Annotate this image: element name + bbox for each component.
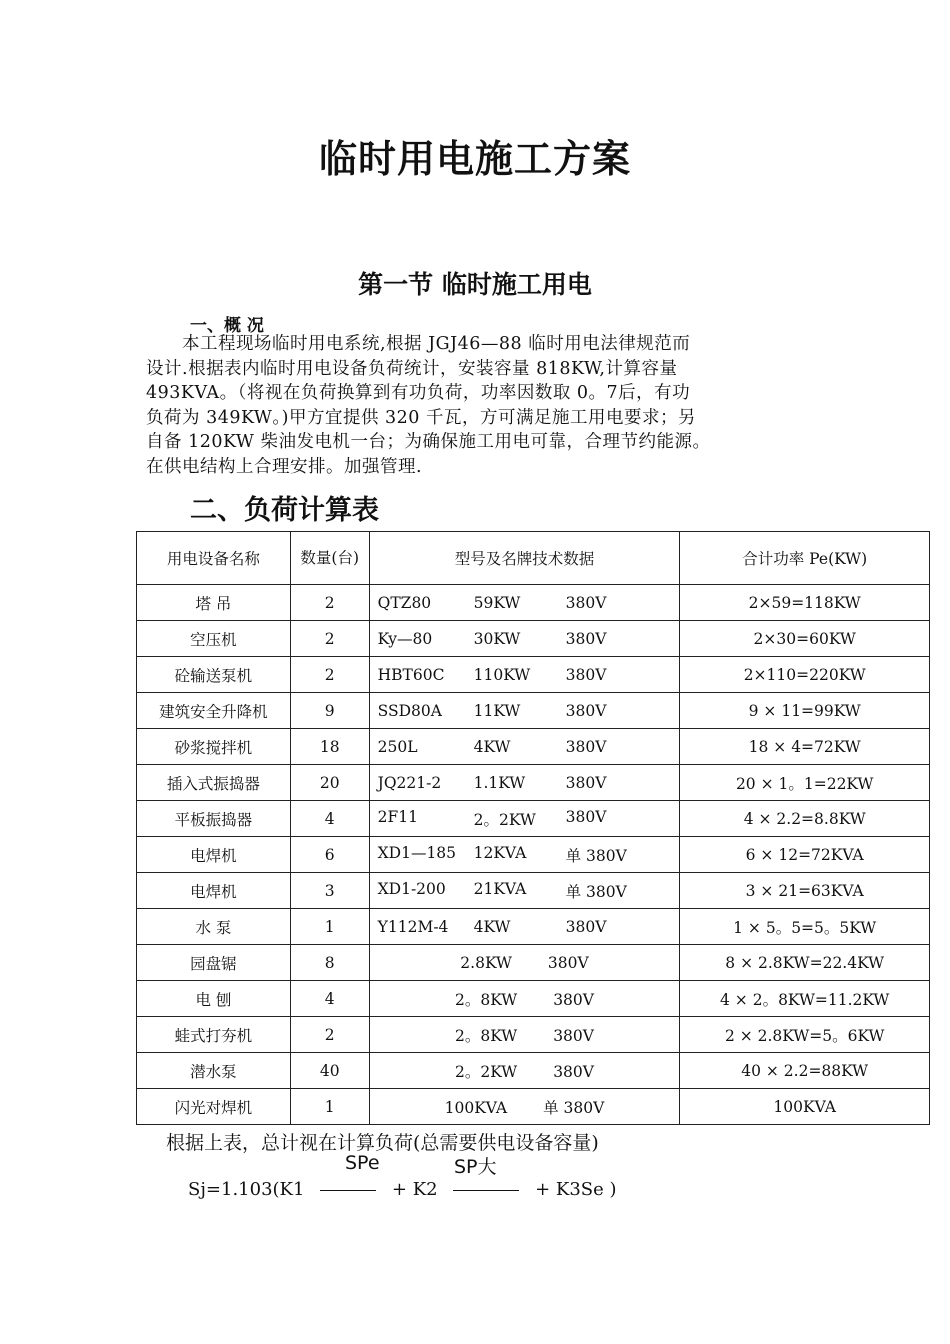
spec-voltage: 380V xyxy=(553,1062,594,1081)
cell-quantity: 40 xyxy=(290,1053,369,1089)
table-row xyxy=(137,837,930,873)
cell-spec xyxy=(369,837,680,873)
spec-voltage: 380V xyxy=(553,1026,594,1045)
cell-total-power: 8 × 2.8KW=22.4KW xyxy=(680,945,930,981)
cell-equipment-name: 水 泵 xyxy=(137,909,291,945)
cell-total-power: 2×110=220KW xyxy=(680,657,930,693)
cell-equipment-name: 闪光对焊机 xyxy=(137,1089,291,1125)
spec-model: Ky—80 xyxy=(377,629,433,648)
cell-quantity: 2 xyxy=(290,657,369,693)
cell-quantity: 1 xyxy=(290,909,369,945)
cell-total-power: 4 × 2。8KW=11.2KW xyxy=(680,981,930,1017)
spec-power: 4KW xyxy=(473,737,511,756)
fraction-bar xyxy=(453,1190,519,1191)
table-row xyxy=(137,909,930,945)
spec-power: 11KW xyxy=(473,701,521,720)
cell-quantity: 9 xyxy=(290,693,369,729)
spec-model: SSD80A xyxy=(377,701,442,720)
spec-model: 2F11 xyxy=(377,807,418,826)
spec-power: 2。2KW xyxy=(473,810,536,829)
spec-model: HBT60C xyxy=(377,665,445,684)
spec-power: 2.8KW xyxy=(460,953,512,972)
cell-equipment-name: 潜水泵 xyxy=(137,1053,291,1089)
formula-mid: + K2 xyxy=(391,1179,438,1200)
spec-voltage: 380V xyxy=(565,737,607,756)
load-formula xyxy=(188,1152,688,1212)
cell-spec xyxy=(369,729,680,765)
cell-quantity: 2 xyxy=(290,1017,369,1053)
cell-spec xyxy=(369,981,680,1017)
formula-prefix: Sj=1.103(K1 xyxy=(188,1179,305,1200)
section-title: 第一节 临时施工用电 xyxy=(358,270,592,299)
spec-voltage: 380V xyxy=(565,629,607,648)
load-calculation-table xyxy=(136,531,930,1125)
cell-total-power: 20 × 1。1=22KW xyxy=(680,765,930,801)
spec-voltage: 单 380V xyxy=(565,846,627,865)
header-spec: 型号及名牌技术数据 xyxy=(369,532,680,585)
spec-power: 59KW xyxy=(473,593,521,612)
cell-spec xyxy=(369,621,680,657)
spec-model: Y112M-4 xyxy=(377,917,449,936)
table-row xyxy=(137,1089,930,1125)
spec-voltage: 380V xyxy=(565,665,607,684)
spec-power: 100KVA xyxy=(444,1098,508,1117)
spec-power: 30KW xyxy=(473,629,521,648)
paragraph-line: 自备 120KW 柴油发电机一台；为确保施工用电可靠，合理节约能源。 xyxy=(146,432,711,452)
table-row xyxy=(137,1053,930,1089)
spec-power: 21KVA xyxy=(473,879,527,898)
spec-power: 4KW xyxy=(473,917,511,936)
paragraph-line: 在供电结构上合理安排。加强管理. xyxy=(146,456,423,477)
paragraph-line: 设计.根据表内临时用电设备负荷统计，安装容量 818KW,计算容量 xyxy=(146,358,678,379)
spec-voltage: 380V xyxy=(553,990,594,1009)
paragraph-line: 493KVA。（将视在负荷换算到有功负荷，功率因数取 0。7后，有功 xyxy=(146,383,691,403)
formula-line xyxy=(188,1179,617,1200)
cell-spec xyxy=(369,1017,680,1053)
cell-quantity: 8 xyxy=(290,945,369,981)
cell-spec xyxy=(369,873,680,909)
spec-voltage: 380V xyxy=(565,701,607,720)
spec-power: 2。8KW xyxy=(455,1026,518,1045)
cell-quantity: 4 xyxy=(290,801,369,837)
table-row xyxy=(137,729,930,765)
cell-equipment-name: 蛙式打夯机 xyxy=(137,1017,291,1053)
spec-power: 2。8KW xyxy=(455,990,518,1009)
spec-model: XD1—185 xyxy=(377,843,457,862)
spec-model: XD1-200 xyxy=(377,879,446,898)
cell-spec xyxy=(369,693,680,729)
table-row xyxy=(137,1017,930,1053)
spec-model: JQ221-2 xyxy=(377,773,442,792)
cell-equipment-name: 电焊机 xyxy=(137,873,291,909)
cell-total-power: 40 × 2.2=88KW xyxy=(680,1053,930,1089)
cell-total-power: 2×30=60KW xyxy=(680,621,930,657)
cell-total-power: 2×59=118KW xyxy=(680,585,930,621)
cell-equipment-name: 塔 吊 xyxy=(137,585,291,621)
cell-equipment-name: 电 刨 xyxy=(137,981,291,1017)
cell-equipment-name: 砂浆搅拌机 xyxy=(137,729,291,765)
table-row xyxy=(137,981,930,1017)
cell-quantity: 2 xyxy=(290,621,369,657)
table-row xyxy=(137,873,930,909)
spec-voltage: 380V xyxy=(565,773,607,792)
header-total-power: 合计功率 Pe(KW) xyxy=(680,532,930,585)
cell-total-power: 100KVA xyxy=(680,1089,930,1125)
table-header-row xyxy=(137,532,930,585)
cell-spec xyxy=(369,1089,680,1125)
spec-power: 1.1KW xyxy=(473,773,526,792)
header-quantity: 数量(台) xyxy=(290,532,369,585)
cell-total-power: 6 × 12=72KVA xyxy=(680,837,930,873)
cell-quantity: 20 xyxy=(290,765,369,801)
overview-paragraph xyxy=(146,332,816,479)
summary-text: 根据上表，总计视在计算负荷(总需要供电设备容量) xyxy=(166,1132,599,1154)
cell-spec xyxy=(369,1053,680,1089)
cell-equipment-name: 空压机 xyxy=(137,621,291,657)
spec-voltage: 单 380V xyxy=(543,1098,605,1117)
document-title: 临时用电施工方案 xyxy=(318,137,631,181)
cell-spec xyxy=(369,657,680,693)
cell-total-power: 2 × 2.8KW=5。6KW xyxy=(680,1017,930,1053)
load-table-heading: 二、负荷计算表 xyxy=(190,495,379,526)
table-row xyxy=(137,621,930,657)
spec-voltage: 380V xyxy=(565,917,607,936)
spec-voltage: 380V xyxy=(565,593,607,612)
header-equipment-name: 用电设备名称 xyxy=(137,532,291,585)
cell-total-power: 1 × 5。5=5。5KW xyxy=(680,909,930,945)
formula-numerator-1: SPe xyxy=(345,1152,380,1174)
spec-voltage: 单 380V xyxy=(565,882,627,901)
cell-quantity: 3 xyxy=(290,873,369,909)
cell-quantity: 1 xyxy=(290,1089,369,1125)
formula-tail: + K3Se ) xyxy=(535,1179,617,1200)
cell-spec xyxy=(369,945,680,981)
cell-quantity: 4 xyxy=(290,981,369,1017)
cell-equipment-name: 平板振捣器 xyxy=(137,801,291,837)
table-row xyxy=(137,693,930,729)
spec-voltage: 380V xyxy=(547,953,589,972)
cell-total-power: 9 × 11=99KW xyxy=(680,693,930,729)
table-body xyxy=(137,585,930,1125)
cell-spec xyxy=(369,801,680,837)
table-row xyxy=(137,585,930,621)
table-row xyxy=(137,801,930,837)
cell-spec xyxy=(369,585,680,621)
formula-numerator-2: SP大 xyxy=(454,1156,497,1178)
cell-spec xyxy=(369,909,680,945)
spec-model: 250L xyxy=(377,737,418,756)
table-row xyxy=(137,945,930,981)
cell-quantity: 18 xyxy=(290,729,369,765)
table-row xyxy=(137,765,930,801)
paragraph-line: 本工程现场临时用电系统,根据 JGJ46—88 临时用电法律规范而 xyxy=(146,334,691,354)
spec-model: QTZ80 xyxy=(377,593,432,612)
cell-equipment-name: 砼输送泵机 xyxy=(137,657,291,693)
paragraph-line: 负荷为 349KW。)甲方宜提供 320 千瓦，方可满足施工用电要求；另 xyxy=(146,407,697,428)
fraction-bar xyxy=(320,1190,376,1191)
cell-quantity: 2 xyxy=(290,585,369,621)
cell-spec xyxy=(369,765,680,801)
cell-total-power: 3 × 21=63KVA xyxy=(680,873,930,909)
cell-quantity: 6 xyxy=(290,837,369,873)
cell-equipment-name: 电焊机 xyxy=(137,837,291,873)
cell-equipment-name: 插入式振捣器 xyxy=(137,765,291,801)
spec-power: 110KW xyxy=(473,665,531,684)
cell-total-power: 4 × 2.2=8.8KW xyxy=(680,801,930,837)
spec-voltage: 380V xyxy=(565,807,607,826)
cell-equipment-name: 建筑安全升降机 xyxy=(137,693,291,729)
cell-equipment-name: 园盘锯 xyxy=(137,945,291,981)
table-row xyxy=(137,657,930,693)
spec-power: 2。2KW xyxy=(455,1062,518,1081)
cell-total-power: 18 × 4=72KW xyxy=(680,729,930,765)
spec-power: 12KVA xyxy=(473,843,527,862)
overview-heading: 一、概 况 xyxy=(190,316,264,336)
